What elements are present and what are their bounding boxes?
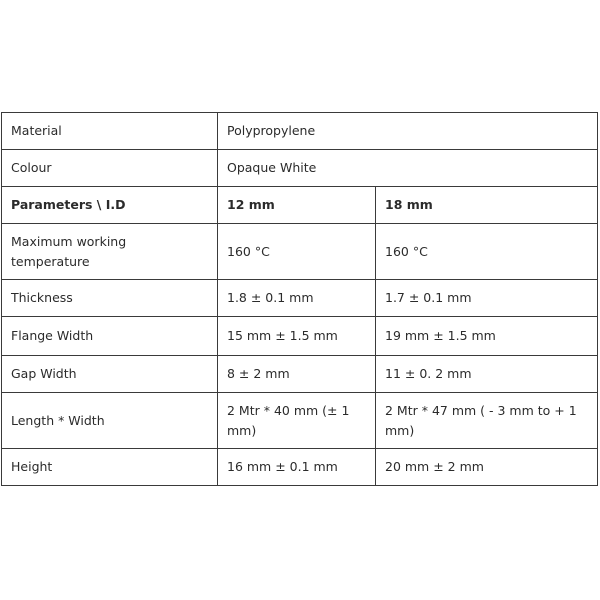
- row-label: Height: [2, 449, 218, 486]
- header-col-18mm: 18 mm: [376, 187, 598, 224]
- row-label: Flange Width: [2, 317, 218, 356]
- row-value-12mm: 160 °C: [218, 224, 376, 280]
- specification-table: [1, 112, 598, 486]
- row-label: Thickness: [2, 280, 218, 317]
- row-label: Colour: [2, 150, 218, 187]
- header-col-12mm: 12 mm: [218, 187, 376, 224]
- table-row-material: [2, 113, 598, 150]
- row-value-18mm: 19 mm ± 1.5 mm: [376, 317, 598, 356]
- row-value-18mm: 160 °C: [376, 224, 598, 280]
- row-value: Opaque White: [218, 150, 598, 187]
- table-row-flange-width: [2, 317, 598, 356]
- row-label: Gap Width: [2, 356, 218, 393]
- row-value-18mm: 20 mm ± 2 mm: [376, 449, 598, 486]
- table-row-height: [2, 449, 598, 486]
- row-label: Maximum working temperature: [2, 224, 218, 280]
- row-label: Material: [2, 113, 218, 150]
- row-value-18mm: 11 ± 0. 2 mm: [376, 356, 598, 393]
- row-value-12mm: 16 mm ± 0.1 mm: [218, 449, 376, 486]
- row-label: Length * Width: [2, 393, 218, 449]
- row-value: Polypropylene: [218, 113, 598, 150]
- row-value-18mm: 2 Mtr * 47 mm ( - 3 mm to + 1 mm): [376, 393, 598, 449]
- row-value-12mm: 1.8 ± 0.1 mm: [218, 280, 376, 317]
- row-value-18mm: 1.7 ± 0.1 mm: [376, 280, 598, 317]
- row-value-12mm: 15 mm ± 1.5 mm: [218, 317, 376, 356]
- header-label: Parameters \ I.D: [2, 187, 218, 224]
- table-row-gap-width: [2, 356, 598, 393]
- row-value-12mm: 2 Mtr * 40 mm (± 1 mm): [218, 393, 376, 449]
- table-row-max-temp: [2, 224, 598, 280]
- table-row-thickness: [2, 280, 598, 317]
- table-row-length-width: [2, 393, 598, 449]
- table-row-colour: [2, 150, 598, 187]
- table-header-row: [2, 187, 598, 224]
- row-value-12mm: 8 ± 2 mm: [218, 356, 376, 393]
